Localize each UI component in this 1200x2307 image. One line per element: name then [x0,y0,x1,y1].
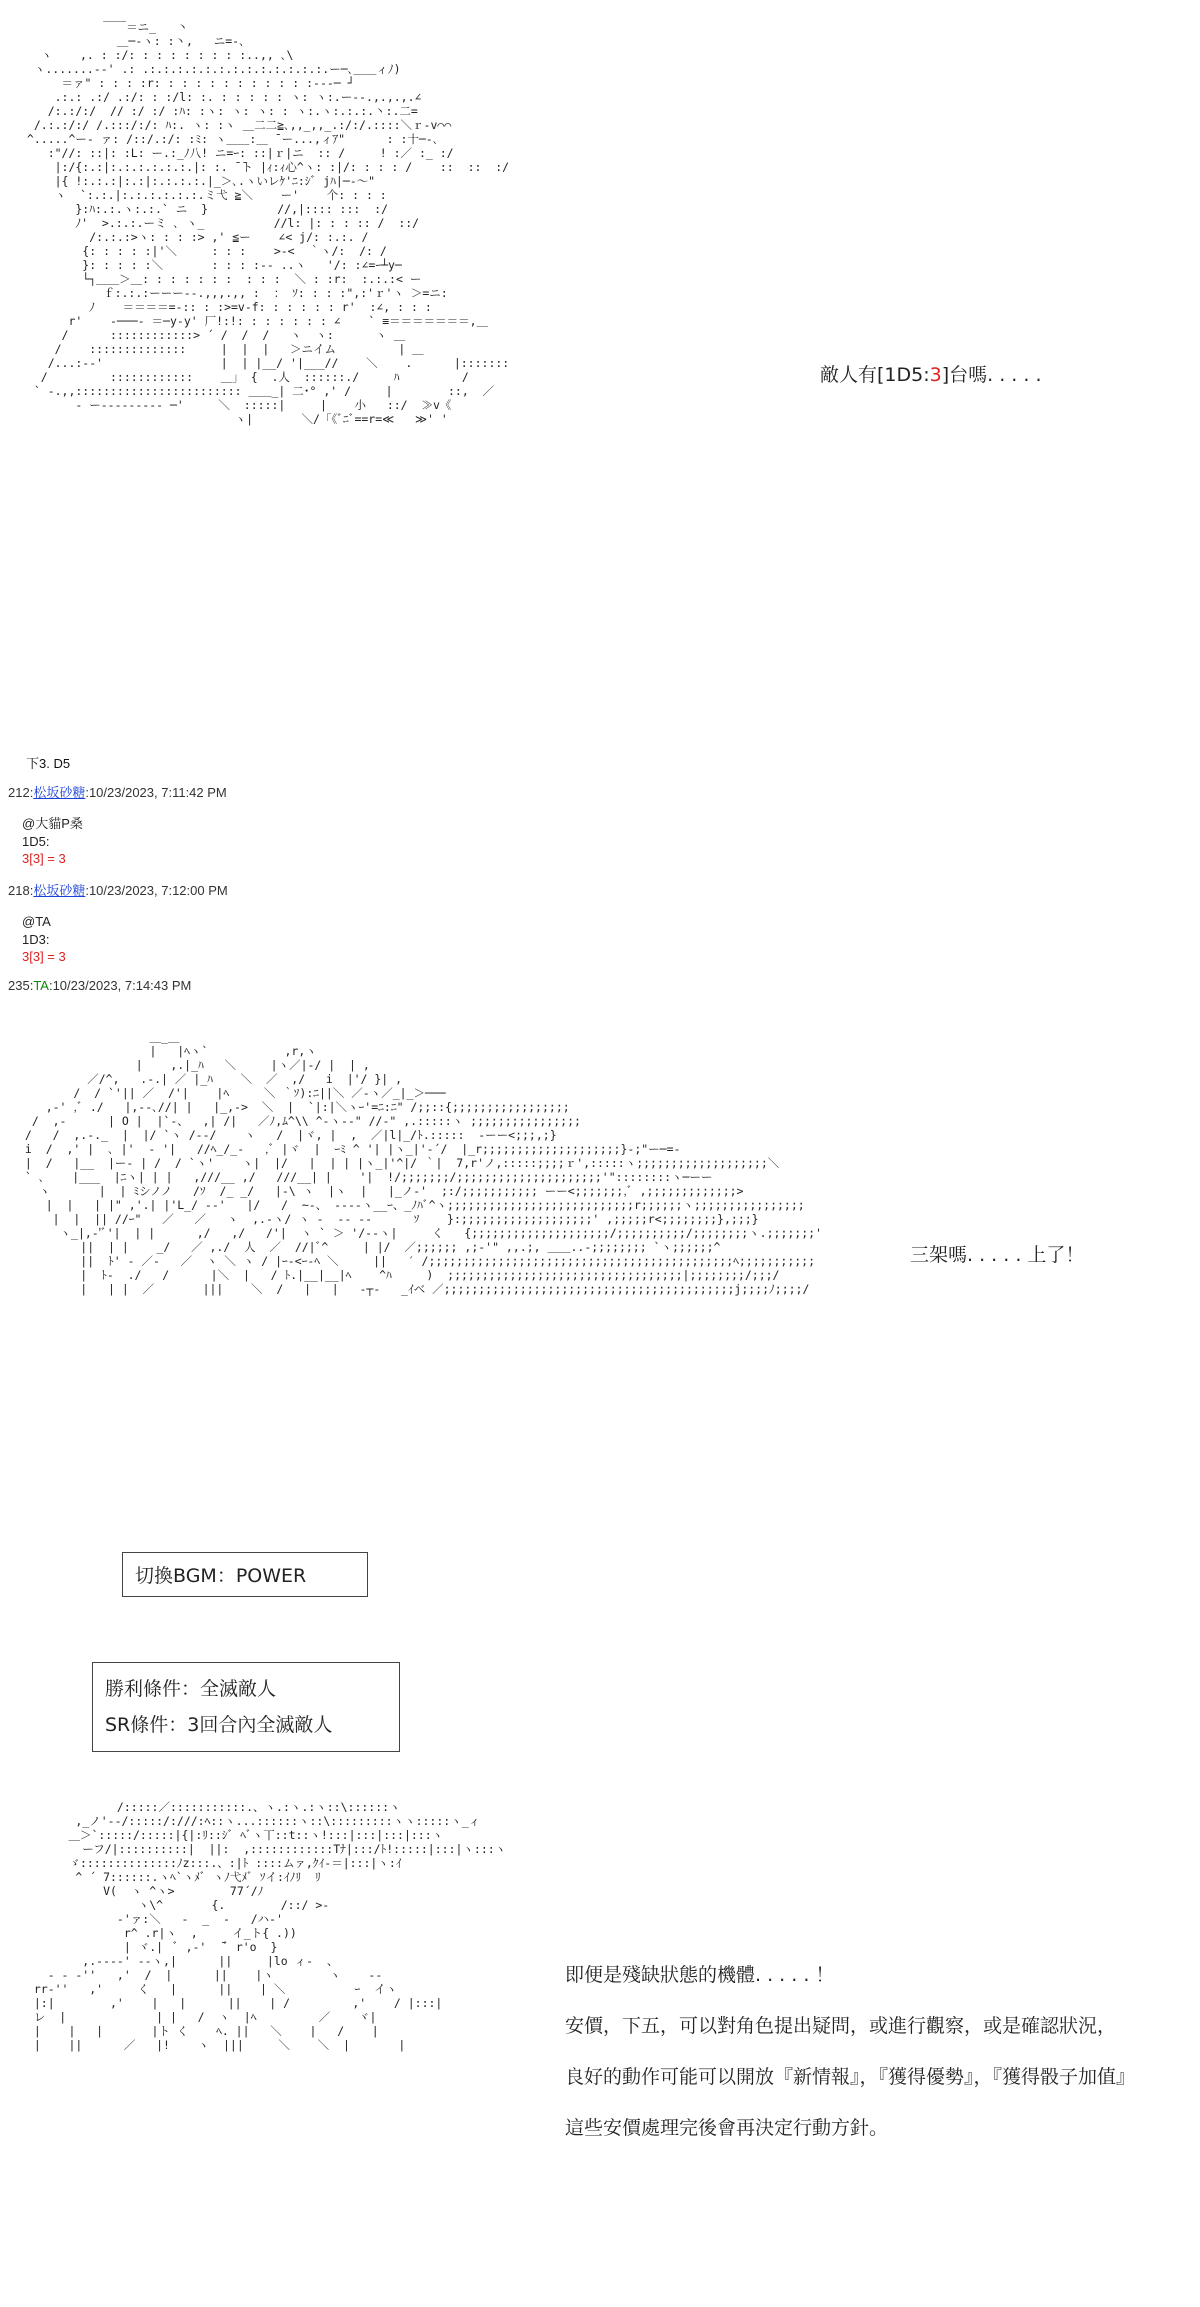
dialogue-enemy-count: 敵人有[1D5:3]台嗎. . . . . [820,364,1042,386]
post-212 [8,782,227,868]
narration: 即便是殘缺狀態的機體. . . . . ！ 安價，下五，可以對角色提出疑問，或進行觀察，或是確認狀況， 良好的動作可能可以開放『新情報』，『獲得優勢』，『獲得骰子加值』 這些安價處理完後會再決定行動方針。 [565,1964,1136,2139]
user-link[interactable]: 松坂砂糖 [33,883,86,898]
post-header: 218:松坂砂糖:10/23/2023, 7:12:00 PM [8,883,228,898]
post-header: 235:TA:10/23/2023, 7:14:43 PM [8,978,192,993]
post-235 [8,978,191,993]
post-body: @TA 1D3: 3[3] = 3 [8,913,228,966]
ascii-art-character: /:::::／:::::::::::.、ヽ.:ヽ.:ヽ::\::::::ヽ ,_ノ'‐‐/:::::/:///:ﾍ::ヽ...::::::ヽ::\:::::::::ヽヽ:::::ヽ_ィ ＿＞`:::::/:::::|{|:ﾘ::ｼﾞ ﾍﾞヽ丅::t::ヽ!:::|:::|:::|:::ヽ ーフ/|::::::::::| ||: ,::::::::::::Tﾅ|:::/ﾄ!:::::|:::|ヽ:::ヽ ゞ::::::::::::::ﾉz:::.、:|ﾄ ::::ムァ,ｸｲ‐＝|:::|ヽ:ｲ ^ ´ 7::::::.ヽﾍ`ヽﾒﾞ ヽﾉ弋ﾒﾞ ｿイ:ｲﾉﾘ ﾘ V( ヽ ^ヽ> 77´/ﾉ ヽ\^ {. /::/ >- ‐'ァ:＼ - _ - /ハ‐' r^ .r|ヽ , イ_ト{ .)) | ヾ.| ﾞ ,‐' ̄ ﾞ r'o } ,.‐‐--' -‐ヽ,| || |lo ィ- 、 ‐ ‐ ‐'' ,' / | || |ヽ ヽ ‐‐ rr‐'' ,' く | || | ＼ ｰ イヽ |:| ,' | | || | / ,' / |:::| レ | | | / ヽ |ﾍ ／ ヾ| | | | |ト く ﾍ. || ＼ | / | | || ／ |! ヽ ||| ＼ ＼ | | [33,1800,507,2053]
post-218 [8,880,228,966]
post-header: 212:松坂砂糖:10/23/2023, 7:11:42 PM [8,785,227,800]
post-body: @大貓P桑 1D5: 3[3] = 3 [8,815,227,868]
sr-condition: SR條件：3回合內全滅敵人 [105,1714,333,1737]
user-name: TA [33,978,49,993]
post-note: 下3. D5 [26,756,71,771]
conditions-box [92,1662,400,1752]
ascii-art-mecha-top: ￣￣＝ニ_ 丶 ＿─‐ヽ: :丶, ニ=‐､ ヽ ,. : :/: : : : : : : : :..,, ､\ ヽ.......-‐' .: .:.:.:.:.:.:.:.:.:.:.:.:.:.ー─､＿＿ィﾉ) ＝ァ" : : : :r: : : : : : : : : : : :‐--─ ┘ .:.: .:/ .:/: : :/l: :. : : : : : ヽ: ヽ:.ー‐-.,.,.,.∠ /:.:/:/ // :/ :/ :ﾊ: :ヽ: ヽ: ヽ: : ヽ:.ヽ:.:.:.丶:.二= /.:.:/:/ /.:::/:/: ﾊ:. ヽ: :ヽ ＿二二≧､,,_,,_.:/:/.::::＼ｒ-v⌒⌒ ^.....^ー- ァ: /::/.:/: :ﾐ: ヽ＿＿:＿ ̄ ー...,ィｱ" : :十─-､ :"//: ::|: :L: ー.:_ﾉ八! ニ=ｰ: ::|ｒ|ニ :: / ! :／ :_ :/ |:/{:.:|:.:.:.:.:.:.|: :. ̄ ̄ト |ｨ:ｨ心^ヽ: :|/: : : : / :: :: :/ |{ !:.:.:|:.:|:.:.:.:.|_＞､.ヽいレｹ'ﾆ:ｼﾞ jﾊ|─‐〜" ヽ `:.:.|:.:.:.:.:.:.ミ弋 ≧＼ ー' 个: : : : }:ﾊ:.:.ヽ:.:.` ニ } //,|:::: ::: :/ ﾉ' >.:.:.ーミ ､ ヽ_ //l: |: : : :: / ::/ /:.:.:>ヽ: : : :> ,' ≦ー ∠< j/: :.:. / {: : : : :|'＼ : : : >-< ｀ヽ/: /: / }: : : : :＼ : : : :-- ..ヽ '/: :∠=ｰ┴y─ └┐＿＿＞＿: : : : : : : : : : ＼ : :r: :.:.:< ー ｆ:.:.:ーーー‐-.,,,.,, : ： ｿ: : : :",:'ｒ'ヽ ＞=ニ: ﾉ ＝＝＝＝=-:: : :>=v-f: : : : : : r' :∠, : : : r' ‐───‐ ＝─y‐y' 厂!:!: : : : : : : ∠ ` ≡＝＝＝＝＝＝＝,＿ / ::::::::::::> ´ / / / ヽ ヽ: ヽ ＿ / :::::::::::::: | | | ＞ニイム | ＿ /...:--' | | |__/ '|___// ＼ . |::::::: / :::::::::::: ＿」 { .人 ::::::./ ﾊ / ` -.,,:::::::::::::::::::::::: ＿＿_| 二･° ,' / | ::, ／ ‐ ー‐-------- ─' ＼ :::::| | 小 ::/ ≫v《 ヽ| ＼/「《ﾞﾆﾞ==r=≪ ≫' ' [26,20,510,427]
dialogue-three-units: 三架嗎. . . . . 上了！ [910,1244,1085,1266]
ascii-art-mecha-group: ＿_＿ | |ﾍヽ` ,r,ヽ | ,.|_ﾊ ＼ |ヽ／|-/ | | , ／/^, .-.| ／ |_ﾊ ＼ ／ ,/ i |'/ }| , / / `'|| ／ /'| |ﾍ ＼ ｀ｿ):ﾆ||＼ ／-ヽ／_|_＞─── ,-' ,ﾞ ./ |,-‐､//| | |_,-> ＼ | `|:|＼ヽｰ'=ﾆ:ﾆ" /;;::{;;;;;;;;;;;;;;;;; / ,- | O | |`‐、 ,| /| ／ﾉ,ﾑ^\\ ^‐ヽ-‐" //-" ,.:::::ヽ ;;;;;;;;;;;;;;;; / / ,.-._ | |/ `ヽ /-‐/ ヽ / |ヾ, | , ／|l|_/ﾄ.::::: ‐ーー<;;;,;} i / ,' | ､ |' ‐ '| //ﾍ_/_- ,ﾞ |ヾ | ｰﾐ ^ '| |ヽ_|'‐´/ |_r;;;;;;;;;;;;;;;;;;;;}-;"ー─=- | / |__ |ー‐ | / / `ヽ' ヽ| |/ | | | |ヽ_|'^|/ ｀| 7,r'ノ,:::::;;;;ｒ',:::::ヽ;;;;;;;;;;;;;;;;;;;＼ ` ､ |___ |ﾆヽ| | | ,///__ ,/ ///__| | '| !/;;;;;;;/;;;;;;;;;;;;;;;;;;;;;'"::::::::ヽ─ーー ヽ | | ﾐシノノ /ｿ /_ _/ |‐\ ヽ |ヽ | |_ノ‐' ;:/;;;;;;;;;;; ーー<;;;;;;;,ﾞ ,;;;;;;;;;;;;;> | | | |" ,'.| |'L_/ ‐‐' |/ / ~‐、 ‐-‐-ヽ__ｰ、_ﾉﾊﾞ^ヽ;;;;;;;;;;;;;;;;;;;;;;;;;;;r;;;;;;ヽ;;;;;;;;;;;;;;;; | | || //ｰ" ／ ／ ヽ ,.-ヽ/ ヽ - -- ‐‐ ｿ }:;;;;;;;;;;;;;;;;;;;' ,;;;;;r<;;;;;;;;},;;;} ヽ_|,-'ﾞ'| | | ,/ ,/ /'| ヽ ` ＞ '/‐‐ヽ| く {;;;;;;;;;;;;;;;;;;;;/;;;;;;;;;;/;;;;;;;;ヽ.;;;;;;;' || | | _/ ／ ,./ 人 ／ //|ﾞ^ | |/ ／;;;;;; ,;-'" ,,.;, ＿＿..-;;;;;;;; `ヽ;;;;;;^ || ﾄ' ‐ ／‐ ／ ヽ ＼ ヽ / |ｰ‐<ｰ‐ﾍ ＼ || ′ /;;;;;;;;;;;;;;;;;;;;;;;;;;;;;;;;;;;;;;;;;;;;ﾍ;;;;;;;;;;; | ﾄ- ./ / |＼ | / ﾄ.|__|__|ﾍ ^ﾊ ) ;;;;;;;;;;;;;;;;;;;;;;;;;;;;;;;;;;|;;;;;;;;/;;;/ | | | ／ ||| ＼ / | | ‐┬‐ _ｲベ ／;;;;;;;;;;;;;;;;;;;;;;;;;;;;;;;;;;;;;;;;;;j;;;;ﾉ;;;;/ [24,1030,822,1297]
bgm-box: 切換BGM：POWER [122,1552,368,1597]
dice-result: 3[3] = 3 [22,851,66,867]
user-link[interactable]: 松坂砂糖 [33,785,86,800]
dice-result: 3[3] = 3 [22,949,66,965]
dice-result: 3 [929,364,942,386]
win-condition: 勝利條件：全滅敵人 [105,1678,277,1700]
